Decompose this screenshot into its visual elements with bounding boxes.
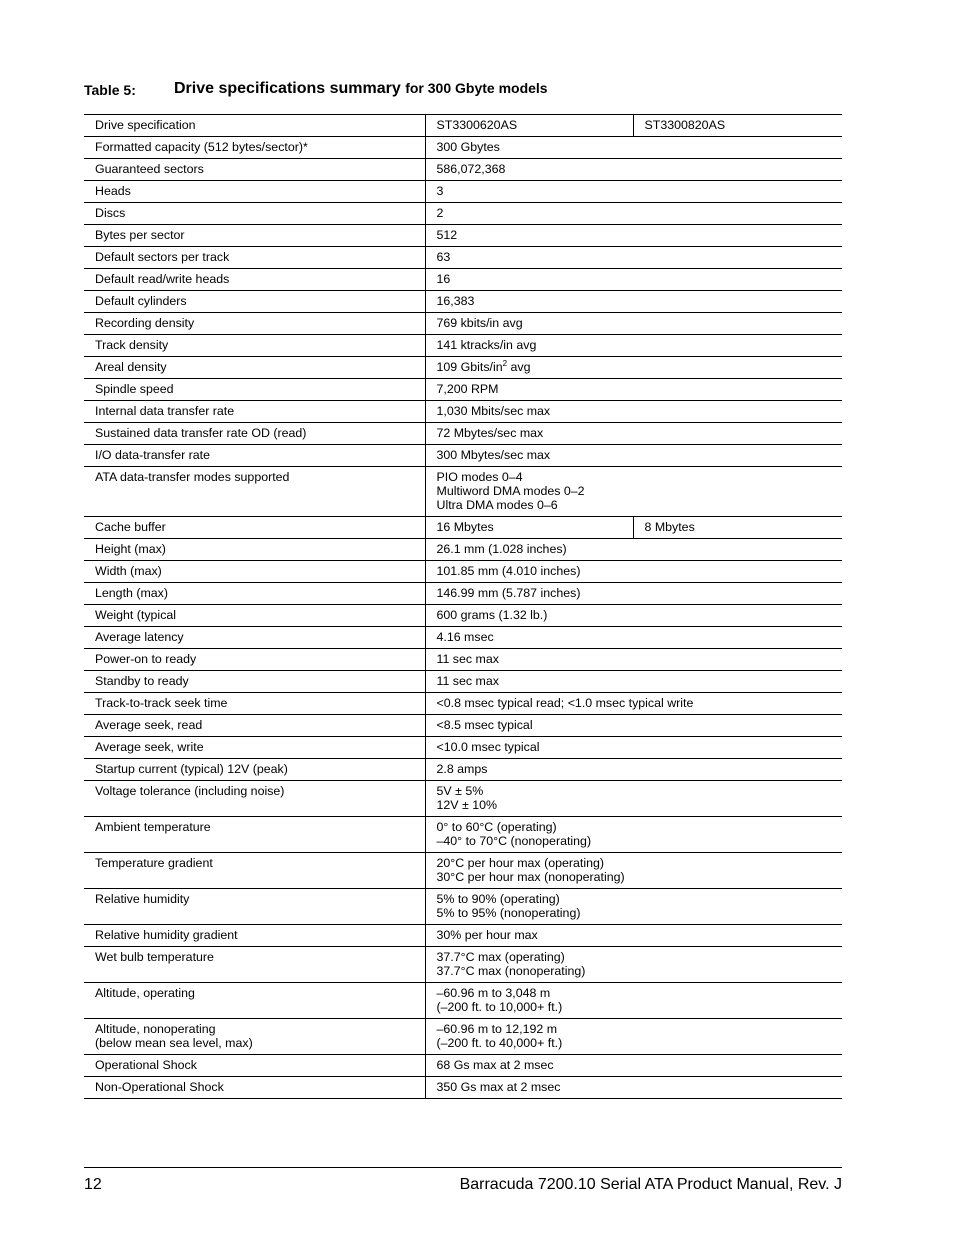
table-row: [84, 225, 842, 247]
spec-value-cell: 300 Gbytes: [425, 137, 842, 159]
table-row: [84, 269, 842, 291]
spec-value-cell: 16 Mbytes: [425, 517, 633, 539]
spec-value-cell: 0° to 60°C (operating) –40° to 70°C (nonoperating): [425, 817, 842, 853]
table-row: [84, 445, 842, 467]
table-row: [84, 649, 842, 671]
table-row: [84, 517, 842, 539]
spec-value-cell: 3: [425, 181, 842, 203]
spec-value-cell: –60.96 m to 3,048 m (–200 ft. to 10,000+ ft.): [425, 983, 842, 1019]
table-row: [84, 247, 842, 269]
spec-name-cell: Average seek, read: [84, 715, 425, 737]
spec-value-cell: 20°C per hour max (operating) 30°C per hour max (nonoperating): [425, 853, 842, 889]
spec-name-cell: Sustained data transfer rate OD (read): [84, 423, 425, 445]
table-row: [84, 853, 842, 889]
footer-rule: [84, 1167, 842, 1168]
table-row: [84, 759, 842, 781]
table-title-main: Drive specifications summary: [174, 80, 401, 97]
table-row: [84, 357, 842, 379]
spec-value-cell: 7,200 RPM: [425, 379, 842, 401]
table-row: [84, 561, 842, 583]
spec-value-cell: 72 Mbytes/sec max: [425, 423, 842, 445]
table-row: [84, 137, 842, 159]
table-row: [84, 781, 842, 817]
table-caption: [84, 80, 844, 100]
spec-name-cell: Operational Shock: [84, 1055, 425, 1077]
spec-value-cell: <8.5 msec typical: [425, 715, 842, 737]
table-title: [174, 80, 548, 98]
table-row: [84, 925, 842, 947]
spec-name-cell: Temperature gradient: [84, 853, 425, 889]
spec-value-cell: 30% per hour max: [425, 925, 842, 947]
table-row: [84, 181, 842, 203]
table-row: [84, 715, 842, 737]
table-row: [84, 401, 842, 423]
table-row: [84, 423, 842, 445]
spec-value-cell: [425, 357, 842, 379]
manual-title: Barracuda 7200.10 Serial ATA Product Manual, Rev. J: [459, 1176, 842, 1193]
drive-spec-table-body: [84, 115, 842, 1099]
spec-name-cell: Altitude, nonoperating (below mean sea level, max): [84, 1019, 425, 1055]
spec-value-cell: 16,383: [425, 291, 842, 313]
spec-name-cell: Non-Operational Shock: [84, 1077, 425, 1099]
superscript-exponent: 2: [502, 359, 508, 368]
spec-value-cell: <0.8 msec typical read; <1.0 msec typical write: [425, 693, 842, 715]
table-row: [84, 1019, 842, 1055]
spec-name-cell: I/O data-transfer rate: [84, 445, 425, 467]
spec-name-cell: Heads: [84, 181, 425, 203]
table-row: [84, 947, 842, 983]
spec-name-cell: Default read/write heads: [84, 269, 425, 291]
spec-value-cell: 63: [425, 247, 842, 269]
spec-name-cell: Height (max): [84, 539, 425, 561]
spec-name-cell: Discs: [84, 203, 425, 225]
header-cell-model-2: ST3300820AS: [633, 115, 842, 137]
spec-value-cell: 512: [425, 225, 842, 247]
table-row: [84, 983, 842, 1019]
spec-value-suffix: avg: [507, 360, 531, 374]
spec-name-cell: ATA data-transfer modes supported: [84, 467, 425, 517]
spec-name-cell: Average latency: [84, 627, 425, 649]
spec-value-cell: 2: [425, 203, 842, 225]
spec-value-cell: 1,030 Mbits/sec max: [425, 401, 842, 423]
spec-value-cell: 146.99 mm (5.787 inches): [425, 583, 842, 605]
table-row: [84, 627, 842, 649]
spec-name-cell: Standby to ready: [84, 671, 425, 693]
table-row: [84, 159, 842, 181]
spec-name-cell: Guaranteed sectors: [84, 159, 425, 181]
spec-value-cell: 11 sec max: [425, 671, 842, 693]
spec-value-cell: 769 kbits/in avg: [425, 313, 842, 335]
spec-name-cell: Relative humidity gradient: [84, 925, 425, 947]
spec-name-cell: Default sectors per track: [84, 247, 425, 269]
spec-value-cell: 141 ktracks/in avg: [425, 335, 842, 357]
spec-value-text: 109 Gbits/in: [436, 360, 503, 374]
spec-name-cell: Voltage tolerance (including noise): [84, 781, 425, 817]
spec-name-cell: Internal data transfer rate: [84, 401, 425, 423]
table-row: [84, 671, 842, 693]
spec-name-cell: Default cylinders: [84, 291, 425, 313]
header-cell-model-1: ST3300620AS: [425, 115, 633, 137]
drive-spec-table: [84, 114, 842, 1099]
table-row: [84, 1055, 842, 1077]
spec-value-cell: 26.1 mm (1.028 inches): [425, 539, 842, 561]
spec-name-cell: Track density: [84, 335, 425, 357]
spec-name-cell: Cache buffer: [84, 517, 425, 539]
table-row: [84, 539, 842, 561]
table-title-rest: for 300 Gbyte models: [405, 80, 548, 96]
table-row: [84, 817, 842, 853]
spec-name-cell: Ambient temperature: [84, 817, 425, 853]
spec-value-cell: –60.96 m to 12,192 m (–200 ft. to 40,000+ ft.): [425, 1019, 842, 1055]
spec-name-cell: Average seek, write: [84, 737, 425, 759]
spec-value-cell: 350 Gs max at 2 msec: [425, 1077, 842, 1099]
spec-value-cell: 11 sec max: [425, 649, 842, 671]
spec-value-cell: <10.0 msec typical: [425, 737, 842, 759]
spec-name-cell: Weight (typical: [84, 605, 425, 627]
spec-value-cell: 2.8 amps: [425, 759, 842, 781]
table-row: [84, 583, 842, 605]
spec-name-cell: Length (max): [84, 583, 425, 605]
spec-name-cell: Bytes per sector: [84, 225, 425, 247]
spec-value-cell: 5V ± 5% 12V ± 10%: [425, 781, 842, 817]
spec-value-cell: 37.7°C max (operating) 37.7°C max (nonoperating): [425, 947, 842, 983]
table-row: [84, 889, 842, 925]
spec-name-cell: Formatted capacity (512 bytes/sector)*: [84, 137, 425, 159]
spec-value-cell: 101.85 mm (4.010 inches): [425, 561, 842, 583]
spec-name-cell: Startup current (typical) 12V (peak): [84, 759, 425, 781]
spec-name-cell: Track-to-track seek time: [84, 693, 425, 715]
table-row: [84, 313, 842, 335]
spec-value-cell: 68 Gs max at 2 msec: [425, 1055, 842, 1077]
spec-value-cell: 4.16 msec: [425, 627, 842, 649]
spec-value-cell: 16: [425, 269, 842, 291]
spec-value-cell-model-2: 8 Mbytes: [633, 517, 842, 539]
spec-name-cell: Width (max): [84, 561, 425, 583]
table-row: [84, 291, 842, 313]
table-row: [84, 379, 842, 401]
table-row: [84, 203, 842, 225]
spec-value-cell: PIO modes 0–4 Multiword DMA modes 0–2 Ultra DMA modes 0–6: [425, 467, 842, 517]
spec-name-cell: Wet bulb temperature: [84, 947, 425, 983]
table-row: [84, 335, 842, 357]
spec-name-cell: Recording density: [84, 313, 425, 335]
page-number: 12: [84, 1176, 102, 1193]
spec-name-cell: Altitude, operating: [84, 983, 425, 1019]
table-row: [84, 737, 842, 759]
table-row: [84, 1077, 842, 1099]
spec-value-cell: 300 Mbytes/sec max: [425, 445, 842, 467]
spec-name-cell: Areal density: [84, 357, 425, 379]
table-row: [84, 605, 842, 627]
spec-name-cell: Spindle speed: [84, 379, 425, 401]
table-header-row: [84, 115, 842, 137]
header-cell-spec: Drive specification: [84, 115, 425, 137]
table-label: Table 5:: [84, 82, 136, 98]
spec-name-cell: Relative humidity: [84, 889, 425, 925]
spec-value-cell: 5% to 90% (operating) 5% to 95% (nonoperating): [425, 889, 842, 925]
table-row: [84, 693, 842, 715]
table-row: [84, 467, 842, 517]
spec-value-cell: 586,072,368: [425, 159, 842, 181]
spec-name-cell: Power-on to ready: [84, 649, 425, 671]
spec-value-cell: 600 grams (1.32 lb.): [425, 605, 842, 627]
